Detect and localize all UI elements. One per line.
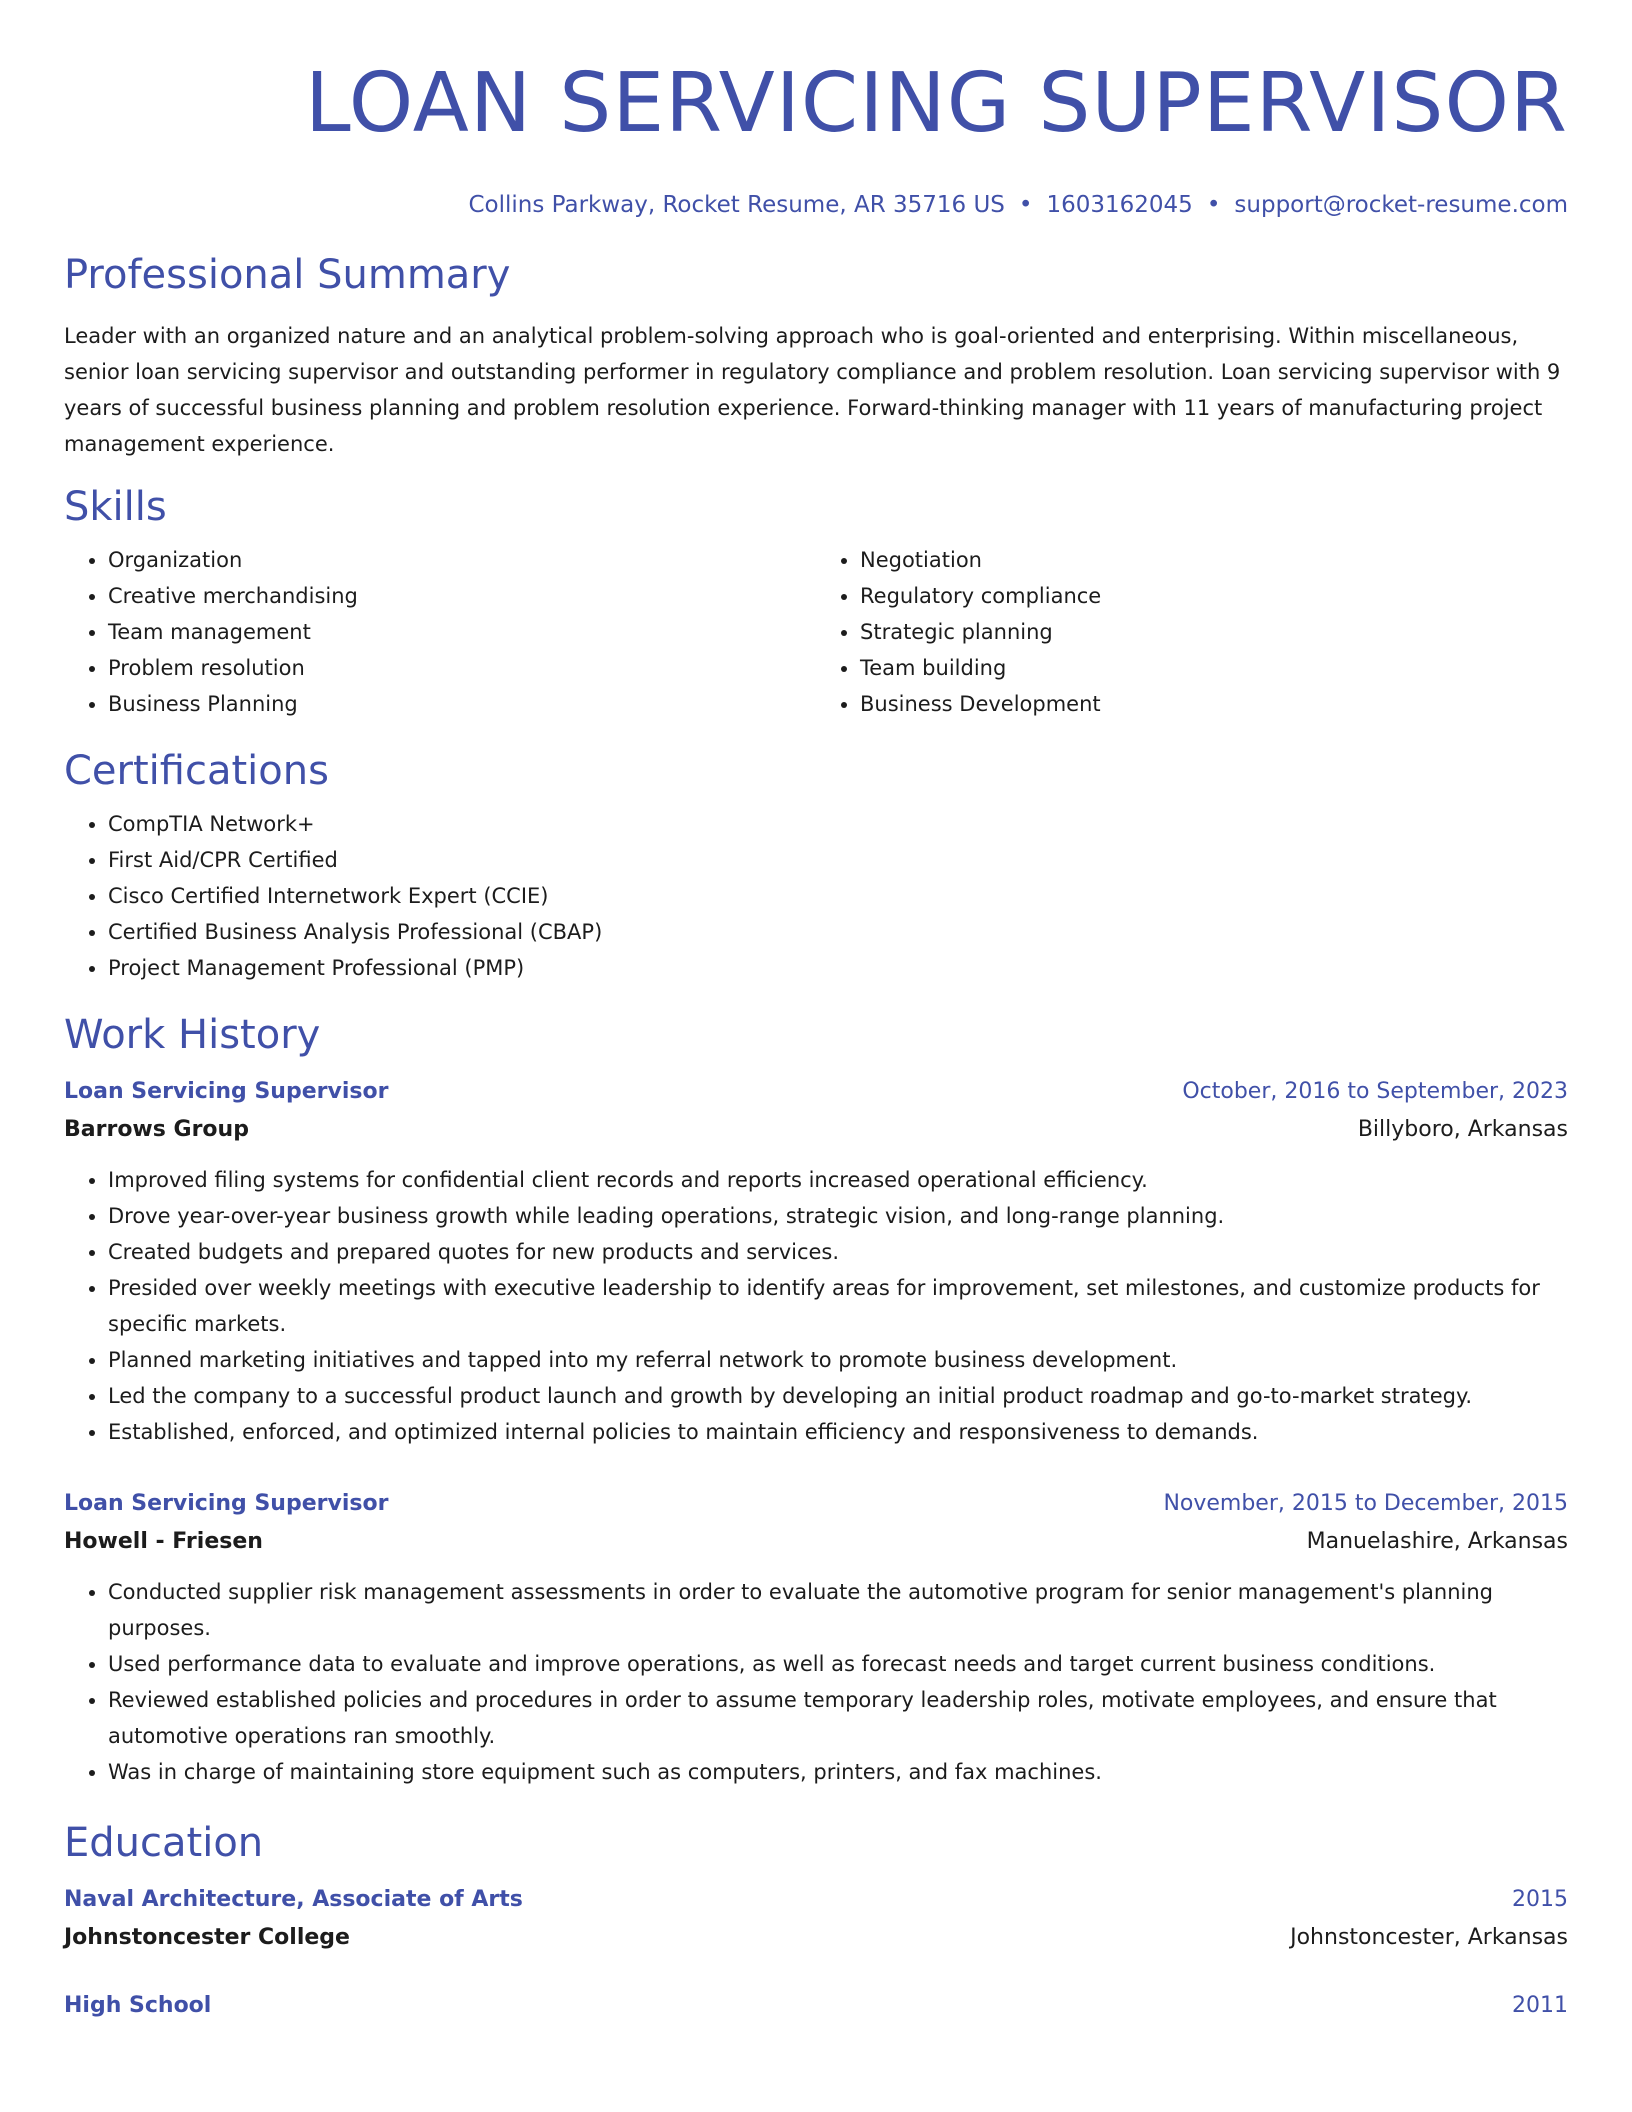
summary-text: Leader with an organized nature and an analytical problem-solving approach who is goal-oriented and enterprising. Within miscellaneous, senior loan servicing supervisor and outstanding performer in regulatory compliance and problem resolution. Loan servicing supervisor with 9 years of successful business planning and problem resolution experience. Forward-thinking manager with 11 years of manufacturing project management experience.: [64, 324, 1561, 456]
skill-item: • Business Planning: [108, 686, 816, 722]
job-title: Loan Servicing Supervisor: [64, 1491, 389, 1516]
section-title-work-history: Work History: [64, 1012, 321, 1058]
skill-item: • Team management: [108, 614, 816, 650]
job-title: Loan Servicing Supervisor: [64, 1079, 389, 1104]
skill-item: • Creative merchandising: [108, 578, 816, 614]
job-bullet: • Established, enforced, and optimized internal policies to maintain efficiency and responsiveness to demands.: [108, 1414, 1568, 1450]
skill-item: • Negotiation: [860, 542, 1568, 578]
job-bullets: [64, 1162, 1568, 1450]
section-title-education: Education: [64, 1820, 264, 1866]
skill-item: • Problem resolution: [108, 650, 816, 686]
education-school: Johnstoncester College: [64, 1925, 350, 1950]
education-degree: Naval Architecture, Associate of Arts: [64, 1887, 523, 1912]
job-company: Howell - Friesen: [64, 1529, 263, 1554]
certifications-list: [64, 806, 1568, 986]
job-bullet: • Reviewed established policies and procedures in order to assume temporary leadership roles, motivate employees, and ensure that automotive operations ran smoothly.: [108, 1682, 1568, 1754]
job-company-row: [64, 1522, 1568, 1562]
job-header-row: [64, 1074, 1568, 1110]
certification-item: • First Aid/CPR Certified: [108, 842, 1568, 878]
contact-line: [64, 192, 1568, 218]
education-degree: High School: [64, 1993, 212, 2018]
certification-item: • Project Management Professional (PMP): [108, 950, 1568, 986]
skills-columns: [64, 542, 1568, 722]
resume-name-title: LOAN SERVICING SUPERVISOR: [304, 56, 1568, 151]
job-bullet: • Planned marketing initiatives and tapped into my referral network to promote business development.: [108, 1342, 1568, 1378]
certification-item: • CompTIA Network+: [108, 806, 1568, 842]
job-header-row: [64, 1486, 1568, 1522]
contact-separator: •: [1018, 192, 1033, 218]
contact-address: Collins Parkway, Rocket Resume, AR 35716 US: [468, 192, 1005, 218]
education-entry: [64, 1882, 1568, 1958]
job-entry: [64, 1486, 1568, 1790]
job-bullet: • Drove year-over-year business growth while leading operations, strategic vision, and long-range planning.: [108, 1198, 1568, 1234]
education-header-row: [64, 1882, 1568, 1918]
skill-item: • Regulatory compliance: [860, 578, 1568, 614]
skill-item: • Team building: [860, 650, 1568, 686]
skills-list-right: [816, 542, 1568, 722]
job-bullet: • Conducted supplier risk management assessments in order to evaluate the automotive program for senior management's planning purposes.: [108, 1574, 1568, 1646]
contact-email[interactable]: support@rocket-resume.com: [1234, 192, 1568, 218]
certification-item: • Cisco Certified Internetwork Expert (CCIE): [108, 878, 1568, 914]
section-title-certifications: Certifications: [64, 748, 329, 794]
education-year: 2015: [1512, 1887, 1568, 1912]
skills-list-left: [64, 542, 816, 722]
job-bullets: [64, 1574, 1568, 1790]
education-location: Johnstoncester, Arkansas: [1290, 1925, 1568, 1950]
job-dates: October, 2016 to September, 2023: [1182, 1079, 1568, 1104]
job-bullet: • Presided over weekly meetings with executive leadership to identify areas for improvement, set milestones, and customize products for specific markets.: [108, 1270, 1568, 1342]
job-company: Barrows Group: [64, 1117, 249, 1142]
certification-item: • Certified Business Analysis Professional (CBAP): [108, 914, 1568, 950]
job-bullet: • Used performance data to evaluate and improve operations, as well as forecast needs and target current business conditions.: [108, 1646, 1568, 1682]
education-year: 2011: [1512, 1993, 1568, 2018]
job-bullet: • Improved filing systems for confidential client records and reports increased operational efficiency.: [108, 1162, 1568, 1198]
section-title-summary: Professional Summary: [64, 252, 511, 298]
skill-item: • Business Development: [860, 686, 1568, 722]
skill-item: • Organization: [108, 542, 816, 578]
contact-separator: •: [1206, 192, 1221, 218]
job-entry: [64, 1074, 1568, 1450]
job-bullet: • Was in charge of maintaining store equipment such as computers, printers, and fax machines.: [108, 1754, 1568, 1790]
job-bullet: • Led the company to a successful product launch and growth by developing an initial product roadmap and go-to-market strategy.: [108, 1378, 1568, 1414]
section-title-skills: Skills: [64, 484, 167, 530]
education-entry: [64, 1988, 1568, 2024]
education-school-row: [64, 1918, 1568, 1958]
job-bullet: • Created budgets and prepared quotes for new products and services.: [108, 1234, 1568, 1270]
job-location: Manuelashire, Arkansas: [1306, 1529, 1568, 1554]
skill-item: • Strategic planning: [860, 614, 1568, 650]
job-company-row: [64, 1110, 1568, 1150]
education-header-row: [64, 1988, 1568, 2024]
job-location: Billyboro, Arkansas: [1357, 1117, 1568, 1142]
contact-phone: 1603162045: [1046, 192, 1193, 218]
job-dates: November, 2015 to December, 2015: [1163, 1491, 1568, 1516]
